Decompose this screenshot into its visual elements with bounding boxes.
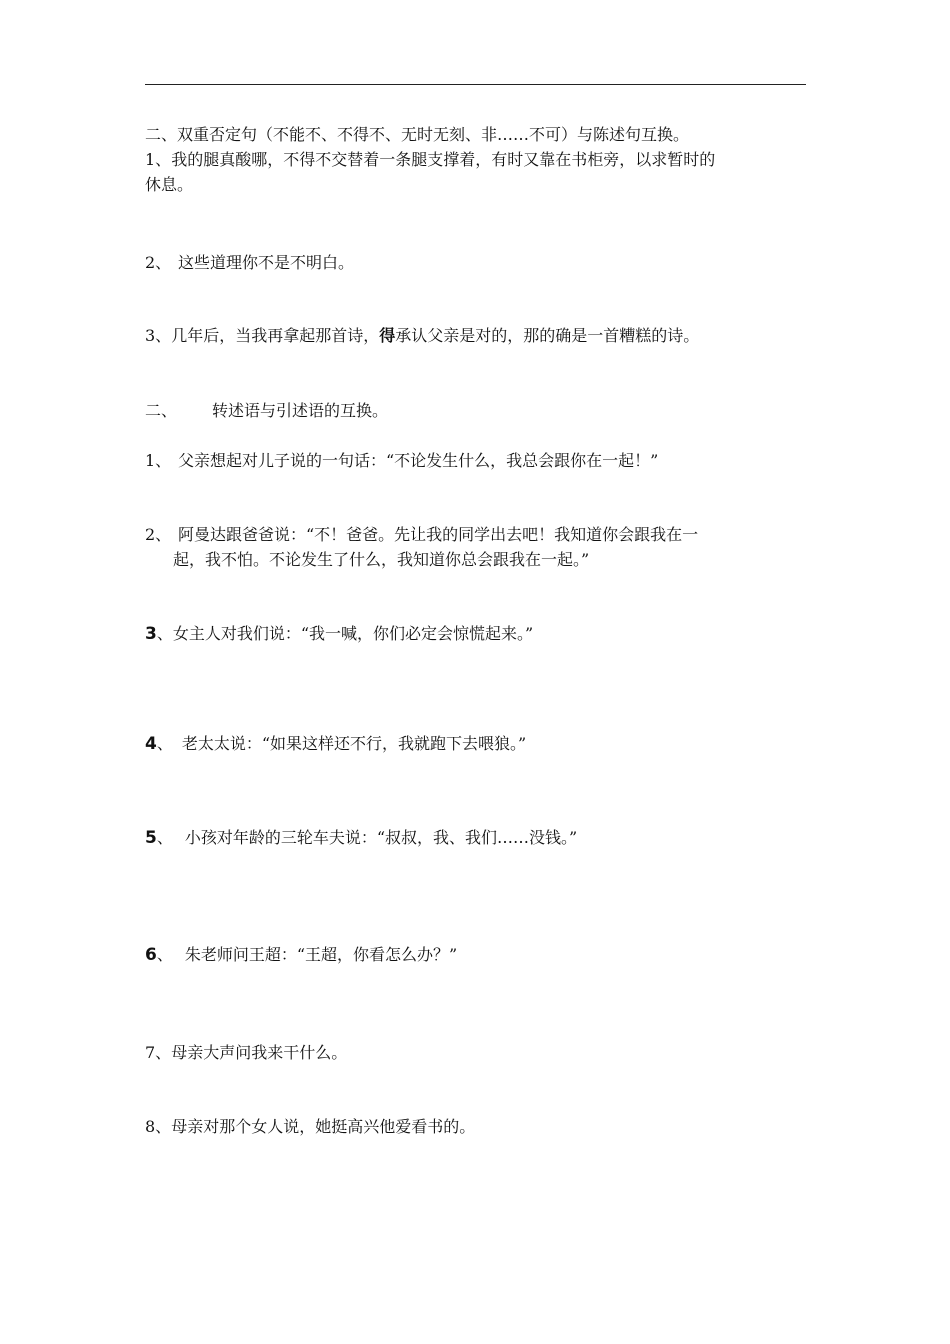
list-item — [145, 148, 715, 172]
list-item — [145, 1115, 475, 1139]
list-item — [145, 324, 699, 348]
item-separator: 、 — [156, 945, 173, 964]
item-text-continued: 休息。 — [145, 175, 194, 194]
section-number: 二、 — [145, 401, 178, 420]
header-rule — [145, 84, 806, 85]
item-text: 我的腿真酸哪，不得不交替着一条腿支撑着，有时又靠在书柜旁，以求暂时的 — [171, 150, 716, 169]
item-text: 女主人对我们说：“我一喊，你们必定会惊慌起来。” — [172, 624, 534, 643]
section-title: 转述语与引述语的互换。 — [212, 401, 389, 420]
list-item — [145, 523, 698, 547]
item-text: 父亲想起对儿子说的一句话：“不论发生什么，我总会跟你在一起！” — [178, 451, 659, 470]
list-item — [145, 449, 658, 473]
item-separator: 、 — [156, 624, 173, 643]
item-number: 6 — [145, 945, 157, 965]
list-item — [145, 826, 577, 850]
item-text: 承认父亲是对的，那的确是一首糟糕的诗。 — [395, 326, 700, 345]
item-text: 几年后，当我再拿起那首诗， — [171, 326, 380, 345]
item-number: 3 — [145, 624, 157, 644]
section1-heading: 二、双重否定句（不能不、不得不、无时无刻、非……不可）与陈述句互换。 — [145, 125, 690, 144]
item-text: 老太太说：“如果这样还不行，我就跑下去喂狼。” — [181, 734, 527, 753]
item-separator: 、 — [156, 734, 173, 753]
list-item — [145, 943, 457, 967]
item-text: 母亲大声问我来干什么。 — [171, 1043, 348, 1062]
item-text-bold: 得 — [379, 326, 396, 345]
item-text: 母亲对那个女人说，她挺高兴他爱看书的。 — [171, 1117, 476, 1136]
list-item — [145, 732, 526, 756]
item-number: 4 — [145, 734, 157, 754]
item-text: 阿曼达跟爸爸说：“不！爸爸。先让我的同学出去吧！我知道你会跟我在一 — [178, 525, 699, 544]
item-number: 5 — [145, 828, 157, 848]
item-text: 这些道理你不是不明白。 — [178, 253, 355, 272]
item-separator: 、 — [156, 828, 173, 847]
item-text: 小孩对年龄的三轮车夫说：“叔叔，我、我们……没钱。” — [184, 828, 578, 847]
item-number: 2、 — [145, 525, 172, 544]
item-number: 1、 — [145, 150, 172, 169]
item-text-continued: 起，我不怕。不论发生了什么，我知道你总会跟我在一起。” — [173, 550, 590, 569]
list-item — [145, 251, 354, 275]
list-item — [145, 622, 533, 646]
item-text: 朱老师问王超：“王超，你看怎么办？” — [184, 945, 458, 964]
item-number: 7、 — [145, 1043, 172, 1062]
item-number: 1、 — [145, 451, 172, 470]
item-number: 2、 — [145, 253, 172, 272]
item-number: 8、 — [145, 1117, 172, 1136]
item-number: 3、 — [145, 326, 172, 345]
list-item — [145, 1041, 347, 1065]
section2-heading — [145, 399, 388, 423]
